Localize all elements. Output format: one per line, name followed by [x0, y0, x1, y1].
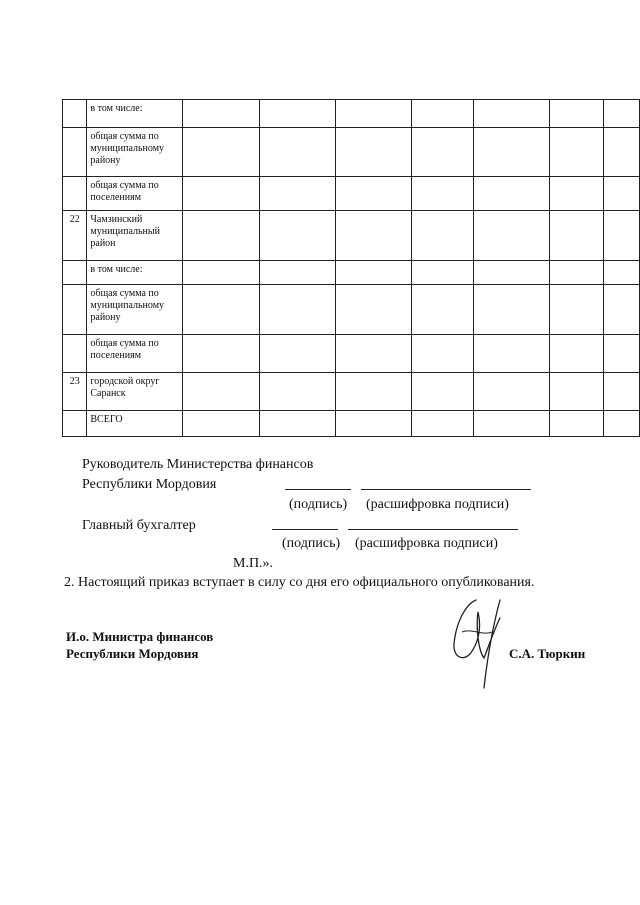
budget-table: [62, 99, 640, 437]
row-name: ВСЕГО: [87, 411, 183, 437]
row-number: [63, 261, 87, 285]
empty-cell: [412, 261, 474, 285]
row-number: [63, 128, 87, 177]
stamp-mark: М.П.».: [233, 556, 274, 571]
empty-cell: [183, 211, 259, 261]
empty-cell: [473, 261, 549, 285]
empty-cell: [259, 128, 335, 177]
head-decode-caption: (расшифровка подписи): [366, 497, 509, 512]
empty-cell: [183, 128, 259, 177]
empty-cell: [550, 261, 604, 285]
empty-cell: [335, 411, 411, 437]
head-title-line2: Республики Мордовия: [82, 477, 217, 492]
table-row: [63, 100, 640, 128]
signer-title-line2: Республики Мордовия: [66, 646, 199, 661]
empty-cell: [183, 285, 259, 335]
empty-cell: [335, 335, 411, 373]
accountant-signature-line: [272, 529, 338, 530]
row-number: [63, 285, 87, 335]
row-number: [63, 100, 87, 128]
empty-cell: [335, 211, 411, 261]
empty-cell: [473, 285, 549, 335]
empty-cell: [604, 261, 640, 285]
empty-cell: [473, 128, 549, 177]
accountant-decode-caption: (расшифровка подписи): [355, 536, 498, 551]
empty-cell: [412, 211, 474, 261]
empty-cell: [604, 128, 640, 177]
empty-cell: [473, 411, 549, 437]
empty-cell: [335, 177, 411, 211]
empty-cell: [183, 411, 259, 437]
row-number: [63, 177, 87, 211]
empty-cell: [412, 177, 474, 211]
empty-cell: [412, 411, 474, 437]
empty-cell: [550, 285, 604, 335]
empty-cell: [259, 100, 335, 128]
row-number: [63, 335, 87, 373]
row-name: общая сумма по муниципальному району: [87, 285, 183, 335]
empty-cell: [604, 211, 640, 261]
empty-cell: [473, 373, 549, 411]
empty-cell: [259, 285, 335, 335]
row-name: Чамзинский муниципальный район: [87, 211, 183, 261]
table-row: [63, 411, 640, 437]
empty-cell: [473, 335, 549, 373]
empty-cell: [550, 373, 604, 411]
table-row: [63, 177, 640, 211]
empty-cell: [183, 261, 259, 285]
empty-cell: [412, 285, 474, 335]
row-name: общая сумма по муниципальному району: [87, 128, 183, 177]
empty-cell: [259, 261, 335, 285]
empty-cell: [550, 335, 604, 373]
empty-cell: [412, 373, 474, 411]
table-row: [63, 211, 640, 261]
empty-cell: [473, 211, 549, 261]
empty-cell: [604, 285, 640, 335]
row-name: в том числе:: [87, 261, 183, 285]
clause-text: 2. Настоящий приказ вступает в силу со дня его официального опубликования.: [64, 575, 535, 590]
empty-cell: [604, 100, 640, 128]
signer-name: С.А. Тюркин: [509, 646, 586, 661]
table-row: [63, 128, 640, 177]
empty-cell: [550, 211, 604, 261]
row-name: городской округ Саранск: [87, 373, 183, 411]
empty-cell: [550, 411, 604, 437]
empty-cell: [259, 335, 335, 373]
empty-cell: [259, 177, 335, 211]
head-sign-caption: (подпись): [289, 497, 348, 512]
handwritten-signature: [448, 592, 518, 692]
empty-cell: [183, 373, 259, 411]
empty-cell: [550, 128, 604, 177]
empty-cell: [335, 261, 411, 285]
empty-cell: [550, 177, 604, 211]
table-row: [63, 335, 640, 373]
accountant-sign-caption: (подпись): [282, 536, 341, 551]
empty-cell: [183, 177, 259, 211]
empty-cell: [550, 100, 604, 128]
row-name: в том числе:: [87, 100, 183, 128]
row-name: общая сумма по поселениям: [87, 177, 183, 211]
row-number: 22: [63, 211, 87, 261]
table-body: [63, 100, 640, 437]
head-decode-line: [361, 489, 531, 490]
table-row: [63, 373, 640, 411]
empty-cell: [412, 100, 474, 128]
empty-cell: [335, 373, 411, 411]
empty-cell: [259, 211, 335, 261]
accountant-decode-line: [348, 529, 518, 530]
head-title-line1: Руководитель Министерства финансов: [82, 457, 314, 472]
empty-cell: [412, 335, 474, 373]
empty-cell: [259, 411, 335, 437]
empty-cell: [183, 335, 259, 373]
empty-cell: [604, 373, 640, 411]
table-row: [63, 285, 640, 335]
empty-cell: [604, 335, 640, 373]
empty-cell: [473, 100, 549, 128]
empty-cell: [183, 100, 259, 128]
empty-cell: [473, 177, 549, 211]
head-signature-line: [285, 489, 351, 490]
empty-cell: [412, 128, 474, 177]
accountant-title: Главный бухгалтер: [82, 518, 196, 533]
empty-cell: [259, 373, 335, 411]
empty-cell: [335, 285, 411, 335]
empty-cell: [335, 100, 411, 128]
table-row: [63, 261, 640, 285]
empty-cell: [604, 411, 640, 437]
empty-cell: [335, 128, 411, 177]
row-number: 23: [63, 373, 87, 411]
row-name: общая сумма по поселениям: [87, 335, 183, 373]
empty-cell: [604, 177, 640, 211]
row-number: [63, 411, 87, 437]
signer-title-line1: И.о. Министра финансов: [66, 629, 214, 644]
